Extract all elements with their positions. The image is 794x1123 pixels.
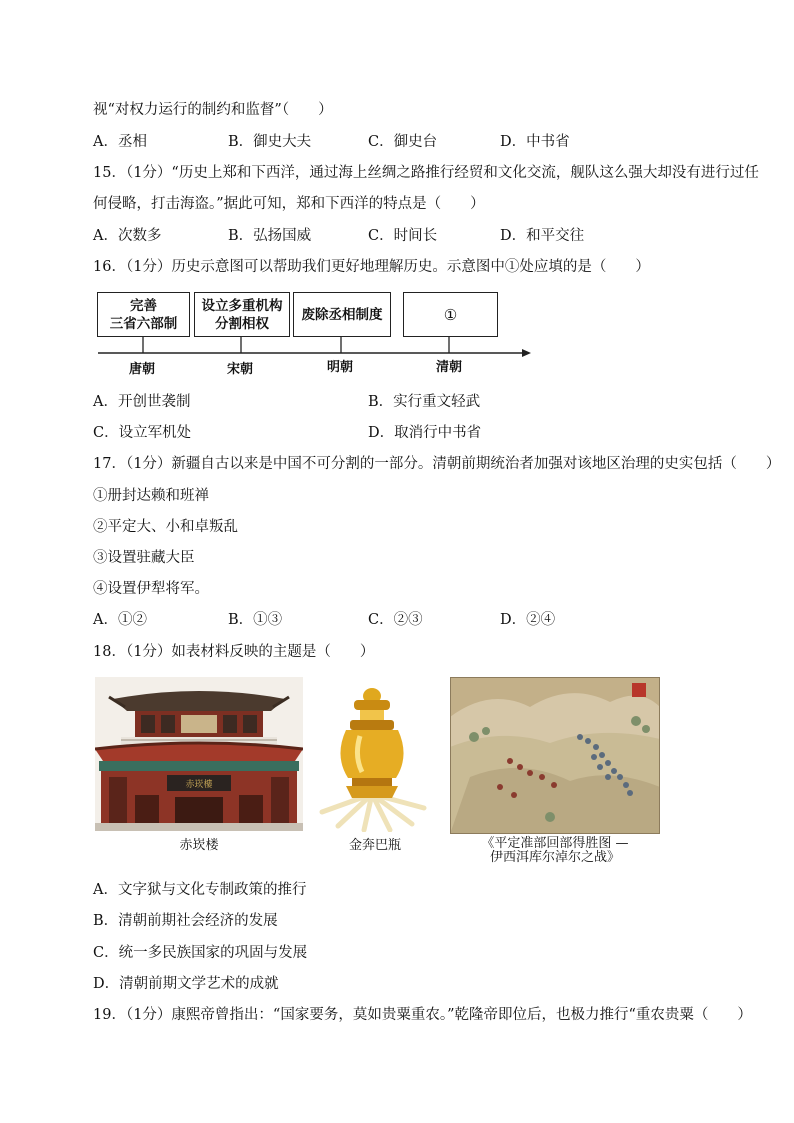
q17-option-b[interactable]: B．①③	[228, 612, 283, 628]
q14-stem: 视“对权力运行的制约和监督”（ ）	[93, 102, 333, 118]
timeline-box-ming-text: 废除丞相制度	[301, 306, 383, 323]
caption-battle-painting-line1: 《平定准部回部得胜图 —	[481, 836, 629, 851]
q15-option-b[interactable]: B．弘扬国威	[228, 228, 312, 244]
timeline-box-ming	[293, 292, 391, 337]
era-label-tang: 唐朝	[129, 362, 156, 377]
q14-option-d[interactable]: D．中书省	[500, 134, 570, 150]
battle-painting	[450, 677, 660, 834]
q18-option-c[interactable]: C．统一多民族国家的巩固与发展	[93, 945, 308, 961]
timeline-box-song	[194, 292, 290, 337]
q14-option-c[interactable]: C．御史台	[368, 134, 438, 150]
q14-option-a[interactable]: A．丞相	[93, 134, 147, 150]
q15-stem-line1: 15．（1分）“历史上郑和下西洋，通过海上丝绸之路推行经贸和文化交流，舰队这么强大却没有进行过任	[93, 165, 759, 181]
era-label-ming: 明朝	[327, 360, 354, 375]
chikan-tower-photo	[95, 677, 303, 831]
timeline-box-tang-text: 完善 三省六部制	[109, 297, 178, 332]
q19-stem: 19．（1分）康熙帝曾指出：“国家要务，莫如贵粟重农。”乾隆帝即位后，也极力推行“重农贵粟（ ）	[93, 1007, 752, 1023]
q17-item-2: ②平定大、小和卓叛乱	[93, 519, 238, 535]
golden-urn-photo	[316, 686, 428, 832]
q18-option-a[interactable]: A．文字狱与文化专制政策的推行	[93, 882, 307, 898]
timeline-axis	[90, 336, 535, 362]
q16-option-c[interactable]: C．设立军机处	[93, 425, 192, 441]
caption-golden-urn: 金奔巴瓶	[348, 838, 401, 853]
q16-option-b[interactable]: B．实行重文轻武	[368, 394, 481, 410]
chikan-tower-plaque: 赤崁樓	[185, 780, 213, 790]
q18-option-d[interactable]: D．清朝前期文学艺术的成就	[93, 976, 279, 992]
q15-option-d[interactable]: D．和平交往	[500, 228, 585, 244]
q16-stem: 16．（1分）历史示意图可以帮助我们更好地理解历史。示意图中①处应填的是（ ）	[93, 259, 650, 275]
q17-option-a[interactable]: A．①②	[93, 612, 147, 628]
q15-option-c[interactable]: C．时间长	[368, 228, 438, 244]
timeline-box-tang	[97, 292, 190, 337]
era-label-qing: 清朝	[436, 360, 463, 375]
q18-stem: 18．（1分）如表材料反映的主题是（ ）	[93, 644, 375, 660]
q17-item-4: ④设置伊犁将军。	[93, 581, 209, 597]
q16-option-d[interactable]: D．取消行中书省	[368, 425, 482, 441]
caption-battle-painting-line2: 伊西洱库尔淖尔之战》	[489, 850, 620, 865]
q15-stem-line2: 何侵略，打击海盗。”据此可知，郑和下西洋的特点是（ ）	[93, 196, 485, 212]
timeline-box-qing-text: ①	[443, 305, 458, 324]
q17-item-3: ③设置驻藏大臣	[93, 550, 195, 566]
q14-option-b[interactable]: B．御史大夫	[228, 134, 312, 150]
q15-option-a[interactable]: A．次数多	[93, 228, 162, 244]
caption-chikan-tower: 赤崁楼	[179, 838, 219, 853]
timeline-box-song-text: 设立多重机构 分割相权	[201, 297, 283, 332]
q17-option-d[interactable]: D．②④	[500, 612, 556, 628]
q17-item-1: ①册封达赖和班禅	[93, 488, 209, 504]
q18-option-b[interactable]: B．清朝前期社会经济的发展	[93, 913, 278, 929]
q17-stem: 17．（1分）新疆自古以来是中国不可分割的一部分。清朝前期统治者加强对该地区治理的史实包括（ ）	[93, 456, 781, 472]
q16-option-a[interactable]: A．开创世袭制	[93, 394, 191, 410]
q17-option-c[interactable]: C．②③	[368, 612, 423, 628]
timeline-box-qing	[403, 292, 498, 337]
era-label-song: 宋朝	[227, 362, 254, 377]
